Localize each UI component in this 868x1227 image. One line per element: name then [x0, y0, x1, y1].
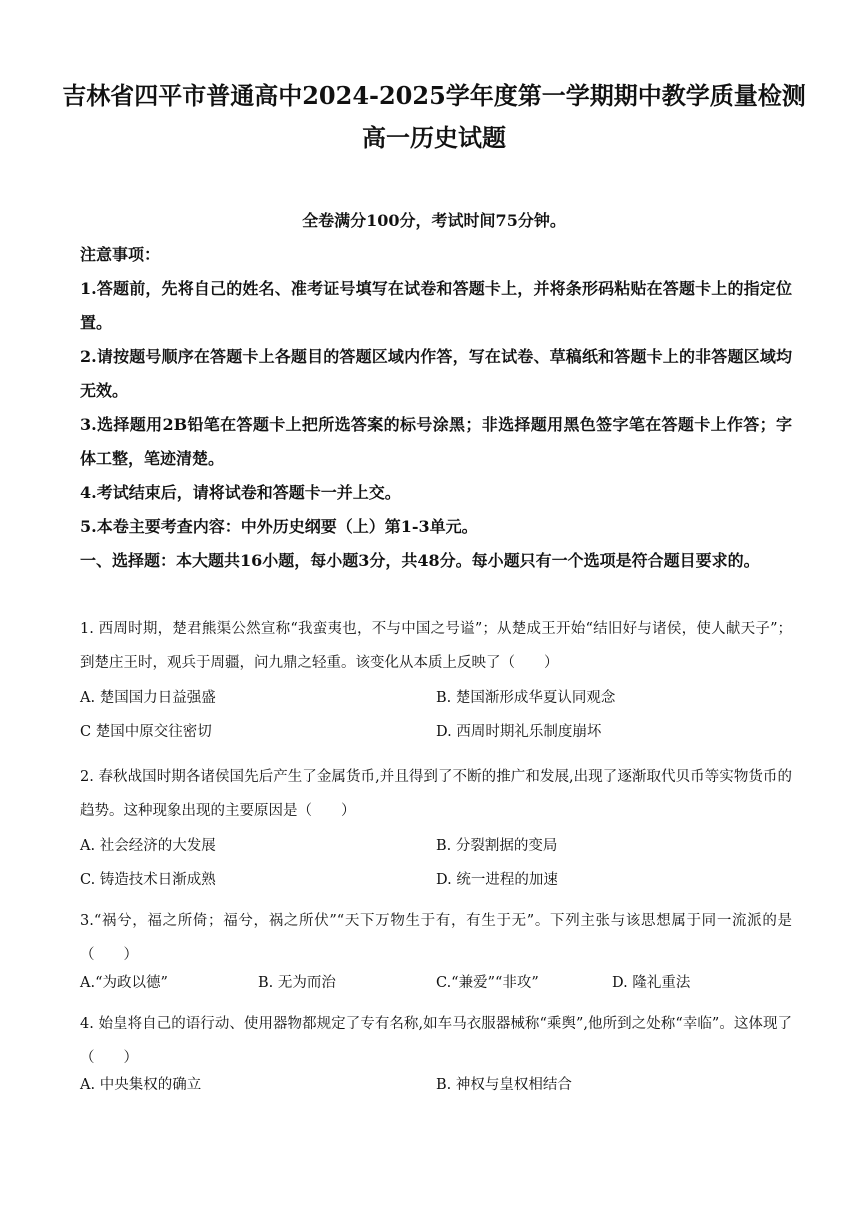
question-3-option-d[interactable]: D. 隆礼重法: [612, 975, 691, 991]
exam-title: 吉林省四平市普通高中2024-2025学年度第一学期期中教学质量检测: [62, 81, 806, 110]
question-1-option-c[interactable]: C 楚国中原交往密切: [80, 724, 212, 740]
exam-meta: 全卷满分100分，考试时间75分钟。: [302, 211, 566, 230]
question-3-option-c[interactable]: C.“兼爱”“非攻”: [436, 975, 539, 991]
question-2-option-d[interactable]: D. 统一进程的加速: [436, 872, 558, 888]
question-4-option-a[interactable]: A. 中央集权的确立: [80, 1077, 202, 1093]
notice-item-3: 3.选择题用2B铅笔在答题卡上把所选答案的标号涂黑；非选择题用黑色签字笔在答题卡上作答；字体工整，笔迹清楚。: [80, 415, 792, 468]
notice-heading: 注意事项：: [80, 245, 161, 264]
notice-item-2: 2.请按题号顺序在答题卡上各题目的答题区域内作答，写在试卷、草稿纸和答题卡上的非答题区域均无效。: [80, 347, 792, 400]
notice-item-4: 4.考试结束后，请将试卷和答题卡一并上交。: [80, 483, 401, 502]
exam-subtitle: 高一历史试题: [362, 123, 506, 152]
question-1-option-a[interactable]: A. 楚国国力日益强盛: [80, 690, 216, 706]
question-4-stem: 4. 始皇将自己的语行动、使用器物都规定了专有名称,如车马衣服器械称“乘舆”,他所到之处称“幸临”。这体现了（ ）: [80, 1016, 792, 1066]
question-4-option-b[interactable]: B. 神权与皇权相结合: [436, 1077, 572, 1093]
section-heading: 一、选择题：本大题共16小题，每小题3分，共48分。每小题只有一个选项是符合题目要求的。: [80, 551, 760, 570]
question-3-option-a[interactable]: A.“为政以德”: [80, 975, 168, 991]
notice-item-5: 5.本卷主要考查内容：中外历史纲要（上）第1-3单元。: [80, 517, 478, 536]
notice-item-1: 1.答题前，先将自己的姓名、准考证号填写在试卷和答题卡上，并将条形码粘贴在答题卡上的指定位置。: [80, 279, 792, 332]
question-2-option-c[interactable]: C. 铸造技术日渐成熟: [80, 872, 216, 888]
question-2-option-a[interactable]: A. 社会经济的大发展: [80, 838, 216, 854]
question-1-stem: 1. 西周时期，楚君熊渠公然宣称“我蛮夷也，不与中国之号谥”；从楚成王开始“结旧好与诸侯，使人献天子”；到楚庄王时，观兵于周疆，问九鼎之轻重。该变化从本质上反映了（ ）: [80, 621, 792, 671]
question-2-stem: 2. 春秋战国时期各诸侯国先后产生了金属货币,并且得到了不断的推广和发展,出现了逐渐取代贝币等实物货币的趋势。这种现象出现的主要原因是（ ）: [80, 769, 792, 819]
question-3-option-b[interactable]: B. 无为而治: [258, 975, 336, 991]
question-1-option-b[interactable]: B. 楚国渐形成华夏认同观念: [436, 690, 616, 706]
question-3-stem: 3.“祸兮，福之所倚；福兮，祸之所伏”“天下万物生于有，有生于无”。下列主张与该思想属于同一流派的是（ ）: [80, 913, 792, 963]
question-2-option-b[interactable]: B. 分裂割据的变局: [436, 838, 558, 854]
question-1-option-d[interactable]: D. 西周时期礼乐制度崩坏: [436, 724, 602, 740]
